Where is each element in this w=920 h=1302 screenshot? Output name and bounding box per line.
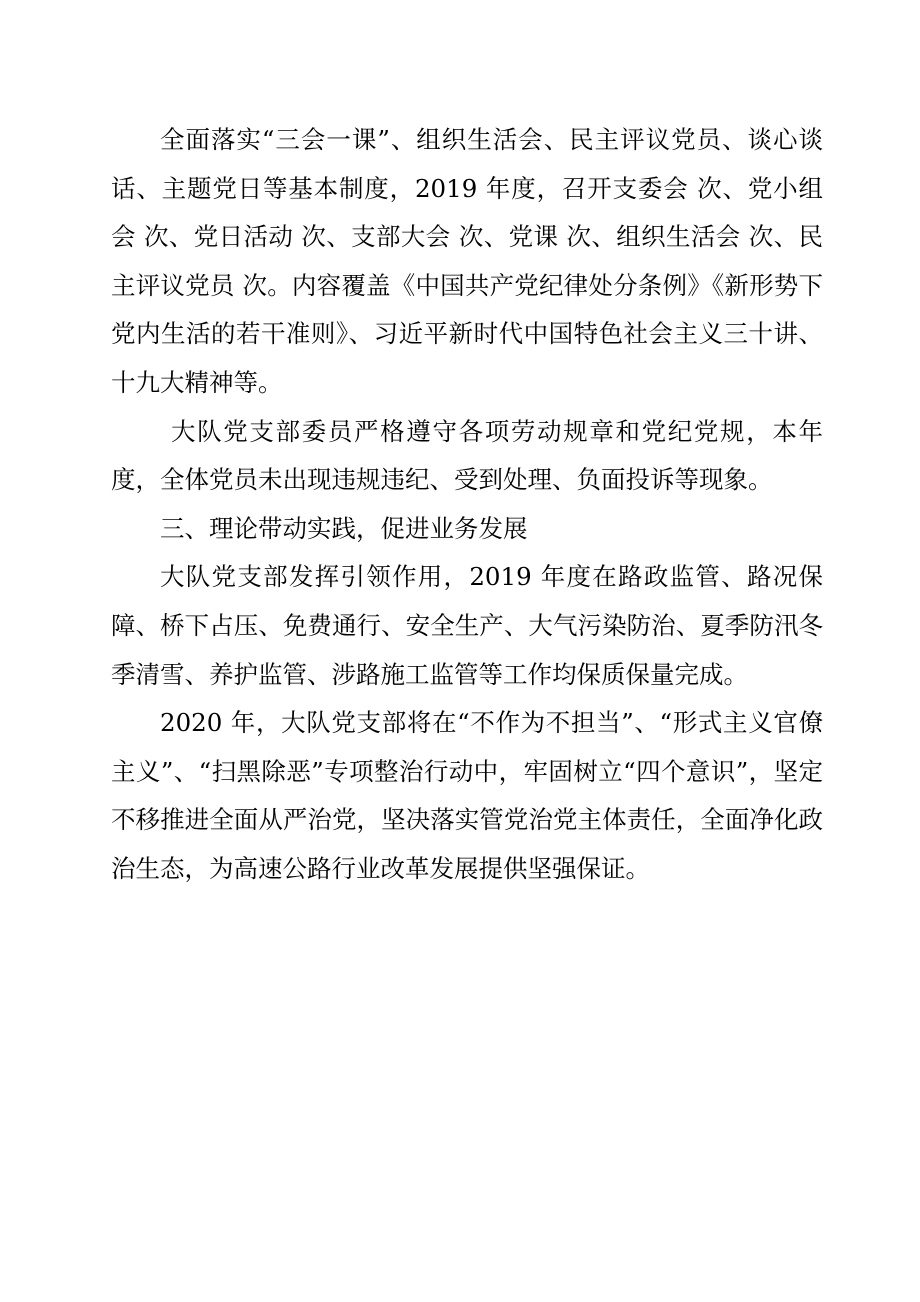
paragraph-party-meetings: 全面落实“三会一课”、组织生活会、民主评议党员、谈心谈话、主题党日等基本制度，2019 年度，召开支委会 次、党小组会 次、党日活动 次、支部大会 次、党课 次、组织生活会 次、民主评议党员 次。内容覆盖《中国共产党纪律处分条例》《新形势下党内生活的若干准则》、习近平新时代中国特色社会主义三十讲、十九大精神等。 [111,125,823,397]
paragraph-business-development: 大队党支部发挥引领作用，2019 年度在路政监管、路况保障、桥下占压、免费通行、安全生产、大气污染防治、夏季防汛冬季清雪、养护监管、涉路施工监管等工作均保质保量完成。 [111,562,823,689]
paragraph-discipline: 大队党支部委员严格遵守各项劳动规章和党纪党规，本年度，全体党员未出现违规违纪、受到处理、负面投诉等现象。 [111,416,823,495]
document-body [111,116,823,894]
section-heading-theory-practice: 三、理论带动实践，促进业务发展 [160,513,528,543]
paragraph-2020-plan: 2020 年，大队党支部将在“不作为不担当”、“形式主义官僚主义”、“扫黑除恶”专项整治行动中，牢固树立“四个意识”，坚定不移推进全面从严治党，坚决落实管党治党主体责任，全面净化政治生态，为高速公路行业改革发展提供坚强保证。 [111,708,823,883]
